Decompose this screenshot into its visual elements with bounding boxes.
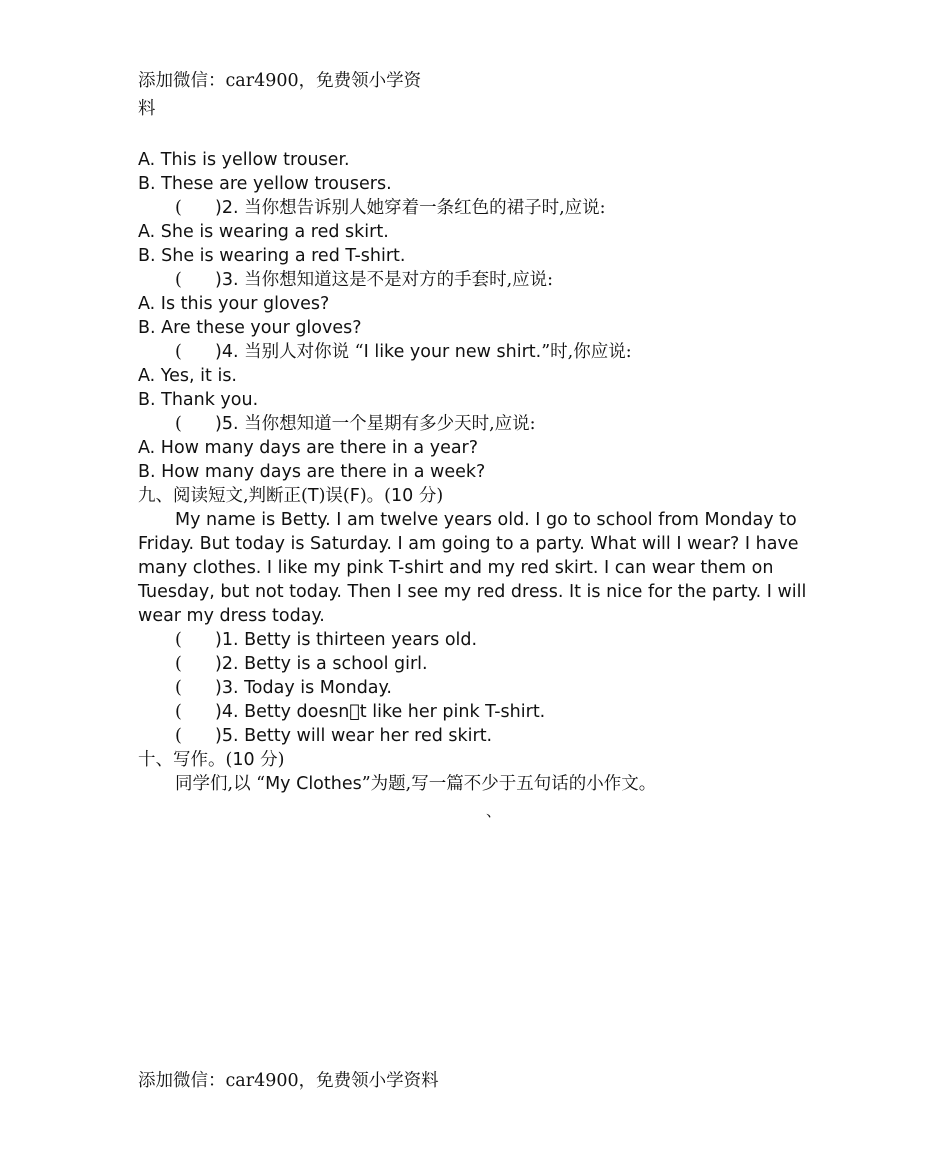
section10-heading-a: 十、写作。( [138, 750, 233, 770]
q4-prompt-a: 当别人对你说 “ [244, 342, 364, 362]
section10-heading-b: 分) [254, 750, 285, 770]
writing-prompt-a: 同学们,以 “ [175, 774, 266, 794]
q3-prompt: 当你想知道这是不是对方的手套时,应说: [244, 270, 554, 290]
statement-3-text: )3. Today is Monday. [215, 678, 392, 698]
answer-paren: ( [175, 702, 182, 722]
q3-option-b: B. Are these your gloves? [138, 318, 362, 338]
q3-line [175, 268, 553, 292]
q5-option-a: A. How many days are there in a year? [138, 438, 479, 458]
footer-note: 添加微信：car4900，免费领小学资料 [138, 1071, 439, 1091]
q3-num: )3. [215, 270, 245, 290]
section9-heading-a: 九、阅读短文,判断正( [138, 486, 308, 506]
q5-prompt: 当你想知道一个星期有多少天时,应说: [244, 414, 536, 434]
writing-prompt [175, 772, 656, 796]
statement-1-text: )1. Betty is thirteen years old. [215, 630, 478, 650]
section9-heading-d: 分) [413, 486, 444, 506]
reading-passage: My name is Betty. I am twelve years old. I go to school from Monday to Friday. But today is Saturday. I am going to a party. What will I wear? I have many clothes. I like my pink T-shirt and my red skirt. I can wear them on Tuesday, but not today. Then I see my red dress. It is nice for the party. I will wear my dress today. [138, 510, 807, 626]
q2-line [175, 196, 606, 220]
q4-option-b: B. Thank you. [138, 390, 259, 410]
statement-1 [175, 628, 477, 652]
section9-heading [138, 484, 443, 508]
answer-paren: ( [175, 342, 182, 362]
statement-5-text: )5. Betty will wear her red skirt. [215, 726, 493, 746]
q2-option-b: B. She is wearing a red T-shirt. [138, 246, 406, 266]
q5-num: )5. [215, 414, 245, 434]
q5-option-b: B. How many days are there in a week? [138, 462, 486, 482]
section9-heading-f: F [349, 486, 360, 506]
answer-paren: ( [175, 654, 182, 674]
q3-option-a: A. Is this your gloves? [138, 294, 330, 314]
q2-num: )2. [215, 198, 245, 218]
q2-prompt: 当你想告诉别人她穿着一条红色的裙子时,应说: [244, 198, 606, 218]
q4-option-a: A. Yes, it is. [138, 366, 237, 386]
header-line-2: 料 [138, 99, 156, 119]
q4-num: )4. [215, 342, 245, 362]
statement-4-text: )4. Betty doesn t like her pink T-shirt. [215, 702, 546, 722]
q5-line [175, 412, 536, 436]
q4-line [175, 340, 632, 364]
statement-4 [175, 700, 545, 724]
answer-paren: ( [175, 270, 182, 290]
statement-3 [175, 676, 392, 700]
writing-prompt-b: ”为题,写一篇不少于五句话的小作文。 [361, 774, 657, 794]
statement-2 [175, 652, 428, 676]
section9-heading-t: T [307, 486, 319, 506]
section10-heading [138, 748, 285, 772]
writing-prompt-title: My Clothes [265, 774, 362, 794]
q1-option-b: B. These are yellow trousers. [138, 174, 392, 194]
answer-paren: ( [175, 678, 182, 698]
section9-heading-points: 10 [390, 486, 414, 506]
answer-paren: ( [175, 630, 182, 650]
statement-2-text: )2. Betty is a school girl. [215, 654, 428, 674]
section9-heading-b: )误( [318, 486, 350, 506]
q4-prompt-b: ”时,你应说: [541, 342, 632, 362]
answer-paren: ( [175, 198, 182, 218]
header-line-1: 添加微信：car4900，免费领小学资 [138, 71, 422, 91]
answer-paren: ( [175, 726, 182, 746]
q1-option-a: A. This is yellow trouser. [138, 150, 350, 170]
q2-option-a: A. She is wearing a red skirt. [138, 222, 389, 242]
stray-mark: 、 [486, 802, 502, 820]
q4-quote: I like your new shirt. [363, 342, 542, 362]
section9-heading-c: )。( [359, 486, 391, 506]
statement-5 [175, 724, 492, 748]
section10-heading-points: 10 [232, 750, 255, 770]
answer-paren: ( [175, 414, 182, 434]
